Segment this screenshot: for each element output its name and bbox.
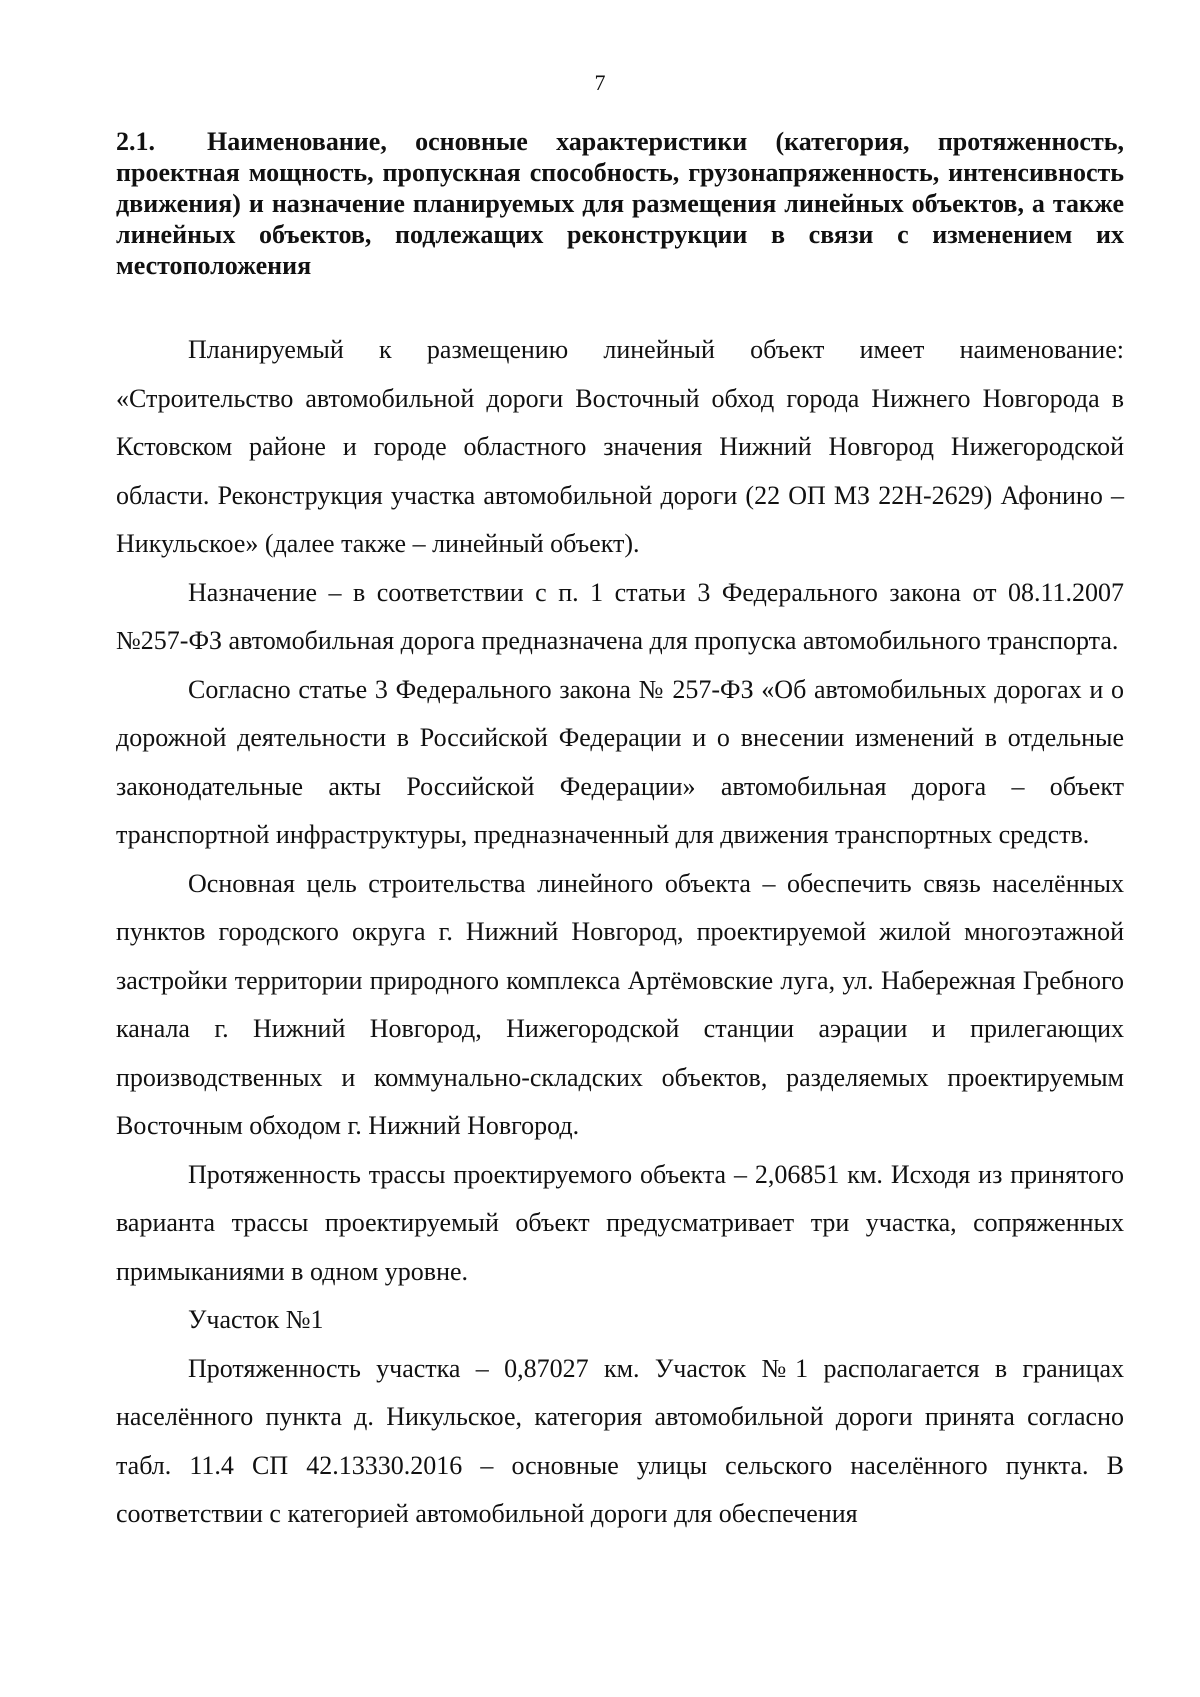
paragraph-main-goal: Основная цель строительства линейного объекта – обеспечить связь населённых пунктов городского округа г. Нижний Новгород, проектируемой жилой многоэтажной застройки территории природного комплекса Артёмовские луга, ул. Набережная Гребного канала г. Нижний Новгород, Нижегородской станции аэрации и прилегающих производственных и коммунально-складских объектов, разделяемых проектируемым Восточным обходом г. Нижний Новгород.	[116, 868, 1124, 1140]
section-heading: 2.1. Наименование, основные характеристики (категория, протяженность, проектная мощность, пропускная способность, грузонапряженность, интенсивность движения) и назначение планируемых для размещения линейных объектов, а также линейных объектов, подлежащих реконструкции в связи с изменением их местоположения	[116, 127, 1124, 280]
paragraph-section-1-title: Участок №1	[188, 1305, 324, 1334]
paragraph-purpose: Назначение – в соответствии с п. 1 статьи 3 Федерального закона от 08.11.2007 №257-ФЗ автомобильная дорога предназначена для пропуска автомобильного транспорта.	[116, 577, 1124, 655]
paragraph-object-name: Планируемый к размещению линейный объект имеет наименование: «Строительство автомобильной дороги Восточный обход города Нижнего Новгорода в Кстовском районе и городе областного значения Нижний Новгород Нижегородской области. Реконструкция участка автомобильной дороги (22 ОП МЗ 22Н-2629) Афонино – Никульское» (далее также – линейный объект).	[116, 335, 1124, 558]
body-text	[116, 326, 1124, 1539]
paragraph-section-1-length: Протяженность участка – 0,87027 км. Участок №1 располагается в границах населённого пункта д. Никульское, категория автомобильной дороги принята согласно табл. 11.4 СП 42.13330.2016 – основные улицы сельского населённого пункта. В соответствии с категорией автомобильной дороги для обеспечения	[116, 1353, 1124, 1528]
paragraph-law-definition: Согласно статье 3 Федерального закона № 257-ФЗ «Об автомобильных дорогах и о дорожной деятельности в Российской Федерации и о внесении изменений в отдельные законодательные акты Российской Федерации» автомобильная дорога – объект транспортной инфраструктуры, предназначенный для движения транспортных средств.	[116, 674, 1124, 849]
page-number: 7	[594, 70, 606, 95]
paragraph-route-length: Протяженность трассы проектируемого объекта – 2,06851 км. Исходя из принятого варианта трассы проектируемый объект предусматривает три участка, сопряженных примыканиями в одном уровне.	[116, 1159, 1124, 1286]
